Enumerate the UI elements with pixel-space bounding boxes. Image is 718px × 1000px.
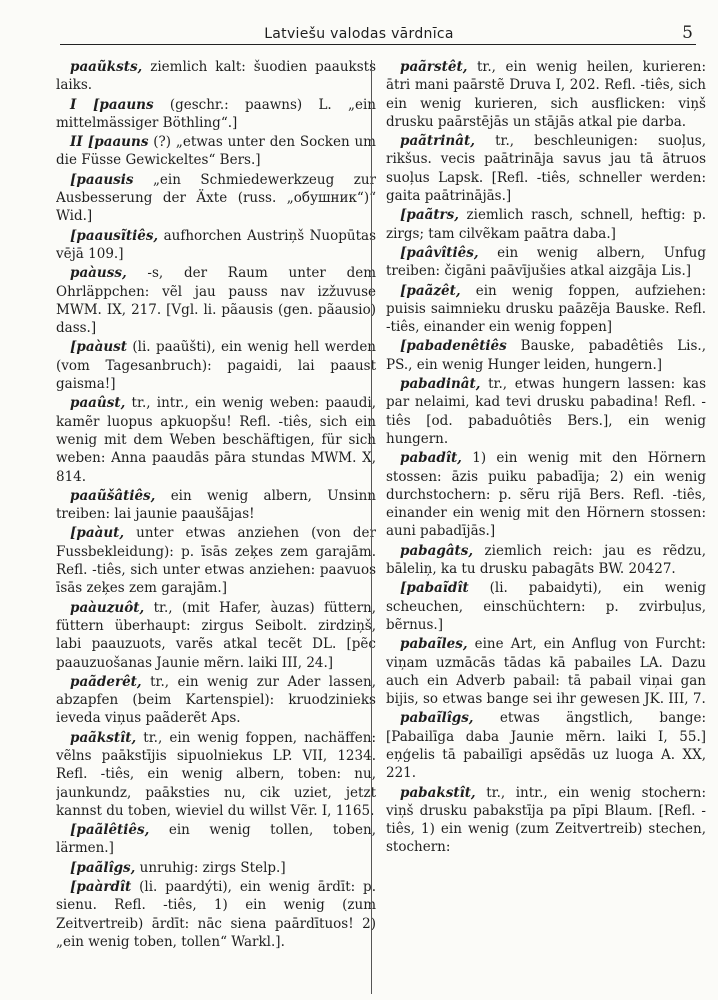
entry-headword: paãtrinât, (400, 133, 475, 150)
dictionary-entry (386, 206, 706, 243)
entry-definition: ein wenig albern, Unfug treiben: čigāni paāvījušies atkal aizgāja Lis.] (386, 244, 706, 280)
dictionary-entry (386, 635, 706, 708)
entry-headword: paàuss, (70, 265, 127, 282)
entry-definition: tr., ein wenig zur Ader lassen, abzapfen (beim Kartenspiel): kruodzinieks ieveda viņus paãderẽt Aps. (56, 673, 376, 727)
header-title: Latviešu valodas vārdnīca (264, 26, 454, 42)
entry-definition: ziemlich rasch, schnell, heftig: p. zirgs; tam cilvẽkam paātra daba.] (386, 207, 706, 242)
entry-definition: ein wenig albern, Unsinn treiben: lai jaunie paaušājas! (56, 487, 376, 523)
entry-definition: unruhig: zirgs Stelp.] (139, 859, 286, 876)
entry-headword: paãkstît, (70, 729, 137, 746)
entry-headword: [paãtrs, (400, 207, 459, 224)
entry-headword: paaũksts, (70, 59, 143, 75)
entry-headword: [paàust (70, 339, 127, 356)
entry-definition: tr., beschleunigen: suoļus, rikšus. vecis paātrināja savus jau tā ātruos suoļus Lapsk. [Refl. -tiês, schneller werden: gaita paātrinājās.] (386, 133, 706, 205)
entry-headword: paãderêt, (70, 673, 142, 690)
entry-headword: [paausis (70, 171, 134, 188)
entry-headword: paãrstêt, (400, 59, 468, 75)
entry-headword: II [paauns (70, 134, 149, 151)
dictionary-entry (56, 859, 376, 877)
entry-headword: [paãlêtiês, (70, 822, 150, 839)
entry-headword: [paãlîgs, (70, 859, 136, 876)
dictionary-entry (56, 394, 376, 485)
left-column (56, 58, 376, 996)
dictionary-entry (386, 58, 706, 131)
entry-headword: [pabadenêtiês (400, 338, 507, 355)
dictionary-entry (386, 244, 706, 281)
dictionary-entry (56, 227, 376, 264)
entry-headword: pabadît, (400, 450, 462, 467)
dictionary-entry (56, 487, 376, 524)
entry-definition: -s, der Raum unter dem Ohrläppchen: vẽl jau pauss nav izžuvuse MWM. IX, 217. [Vgl. li. pãausis (gen. pãausio) dass.] (56, 265, 376, 337)
dictionary-entry (56, 171, 376, 226)
entry-definition: aufhorchen Austriņš Nuopūtas vējā 109.] (56, 227, 376, 262)
dictionary-entry (386, 337, 706, 374)
entry-definition: (geschr.: paawns) L. „ein mittelmässiger Böthling“.] (56, 96, 376, 131)
dictionary-entry (56, 96, 376, 133)
dictionary-entry (56, 524, 376, 597)
entry-headword: [pabaĩdît (400, 580, 469, 597)
entry-definition: ein wenig foppen, aufziehen: puisis saimnieku drusku paāzẽja Bauske. Refl. -tiês, einander ein wenig foppen] (386, 282, 706, 336)
right-column (386, 58, 706, 996)
entry-definition: „ein Schmiedewerkzeug zur Ausbesserung der Äxte (russ. „обушник“)“ Wid.] (56, 171, 376, 225)
entry-definition: tr., intr., ein wenig stochern: viņš drusku pabakstīja pa pīpi Blaum. [Refl. -tiês, 1) ein wenig (zum Zeitvertreib) stechen, stochern: (386, 784, 706, 856)
entry-definition: etwas ängstlich, bange: [Pabailīga daba Jaunie mẽrn. laiki I, 55.] eņģelis tā pabailīgi apsẽdās uz luoga A. XX, 221. (386, 710, 706, 782)
running-header (0, 0, 718, 44)
dictionary-entry (386, 132, 706, 205)
dictionary-entry (56, 878, 376, 951)
page-number: 5 (682, 23, 693, 43)
entry-definition: eine Art, ein Anflug von Furcht: viņam uzmācās tādas kā pabailes LA. Dazu auch ein Adverb pabail: tā pabail viņai gan bijis, so etwas bange sei ihr gewesen JK. III, 7. (386, 636, 706, 708)
entry-definition: Bauske, pabadêtiês Lis., PS., ein wenig Hunger leiden, hungern.] (386, 338, 706, 373)
entry-headword: [paausĩtiês, (70, 227, 159, 244)
dictionary-entry (386, 542, 706, 579)
column-divider (371, 60, 372, 994)
entry-headword: pabaĩlîgs, (400, 710, 474, 727)
entry-headword: pabagâts, (400, 542, 474, 559)
entry-headword: [paãzêt, (400, 282, 461, 299)
dictionary-entry (386, 709, 706, 782)
dictionary-entry (56, 133, 376, 170)
dictionary-entry (386, 282, 706, 337)
entry-definition: tr., ein wenig foppen, nachäffen: vẽlns paākstījis sipuolniekus LP. VII, 1234. Refl. -tiês, ein wenig albern, toben: nu, jaunkundz, paāksties nu, cik uziet, jetzt kannst du toben, wieviel du willst Vẽr. I, 1165. (56, 729, 376, 819)
entry-headword: pabakstît, (400, 784, 476, 801)
dictionary-entry (56, 821, 376, 858)
dictionary-entry (56, 599, 376, 672)
entry-definition: 1) ein wenig mit den Hörnern stossen: āzis puiku pabadīja; 2) ein wenig durchstochern: p. sẽru rijā Bers. Refl. -tiês, einander ein wenig mit den Hörnern stossen: auni pabadījās.] (386, 450, 706, 540)
entry-headword: paaûst, (70, 395, 126, 412)
dictionary-entry (386, 449, 706, 540)
dictionary-entry (386, 375, 706, 448)
entry-headword: pabaĩles, (400, 636, 468, 653)
entry-definition: ein wenig tollen, toben, lärmen.] (56, 822, 376, 857)
entry-definition: (li. pabaidyti), ein wenig scheuchen, einschüchtern: p. zvirbuļus, bẽrnus.] (386, 580, 706, 633)
entry-definition: tr., etwas hungern lassen: kas par nelaimi, kad tevi drusku pabadina! Refl. -tiês [od. pabaduôtiês Bers.], ein wenig hungern. (386, 376, 706, 447)
entry-definition: (li. paardýti), ein wenig ārdīt: p. sienu. Refl. -tiês, 1) ein wenig (zum Zeitvertreib) ārdīt: nāc siena paārdītuos! 2) „ein wenig toben, tollen“ Warkl.]. (56, 879, 376, 950)
dictionary-entry (56, 729, 376, 820)
entry-headword: [paàrdît (70, 879, 132, 896)
dictionary-entry (386, 579, 706, 634)
entry-headword: pabadinât, (400, 376, 481, 393)
entry-definition: ziemlich kalt: šuodien paauksts laiks. (56, 59, 376, 94)
entry-definition: (li. paaũšti), ein wenig hell werden (vom Tagesanbruch): pagaidi, lai paaust gaisma!] (56, 339, 376, 393)
entry-definition: tr., (mit Hafer, àuzas) füttern, füttern überhaupt: zirgus Seibolt. zirdziņš, labi paauzuots, varẽs atkal tecẽt DL. [pẽc paauzuošanas Jaunie mẽrn. laiki III, 24.] (56, 599, 376, 671)
header-rule (60, 44, 696, 45)
entry-definition: ziemlich reich: jau es rẽdzu, bāleliņ, ka tu drusku pabagāts BW. 20427. (386, 542, 706, 578)
dictionary-entry (56, 58, 376, 95)
entry-headword: paàuzuôt, (70, 599, 145, 616)
entry-definition: tr., intr., ein wenig weben: paaudi, kamẽr luopus apkuopšu! Refl. -tiês, sich ein wenig mit dem Weben beschäftigen, für sich weben: Anna paaudās pāra stundas MWM. X, 814. (56, 395, 376, 485)
entry-definition: unter etwas anziehen (von der Fussbekleidung): p. īsās zeķes zem garajām. Refl. -tiês, sich unter etwas anziehen: paavuos īsās zeķes zem garajām.] (56, 525, 376, 597)
entry-headword: [paàut, (70, 525, 125, 542)
entry-definition: tr., ein wenig heilen, kurieren: ātri mani paārstẽ Druva I, 202. Refl. -tiês, sich ein wenig kurieren, sich ausflicken: viņš drusku paārstējās un stājās atkal pie darba. (386, 59, 706, 130)
entry-headword: I [paauns (70, 96, 154, 113)
dictionary-entry (56, 673, 376, 728)
entry-definition: (?) „etwas unter den Socken um die Füsse Gewickeltes“ Bers.] (56, 134, 376, 169)
entry-headword: paaũšâtiês, (70, 487, 156, 504)
dictionary-entry (386, 784, 706, 857)
entry-headword: [paâvîtiês, (400, 244, 479, 261)
dictionary-entry (56, 264, 376, 337)
dictionary-entry (56, 338, 376, 393)
